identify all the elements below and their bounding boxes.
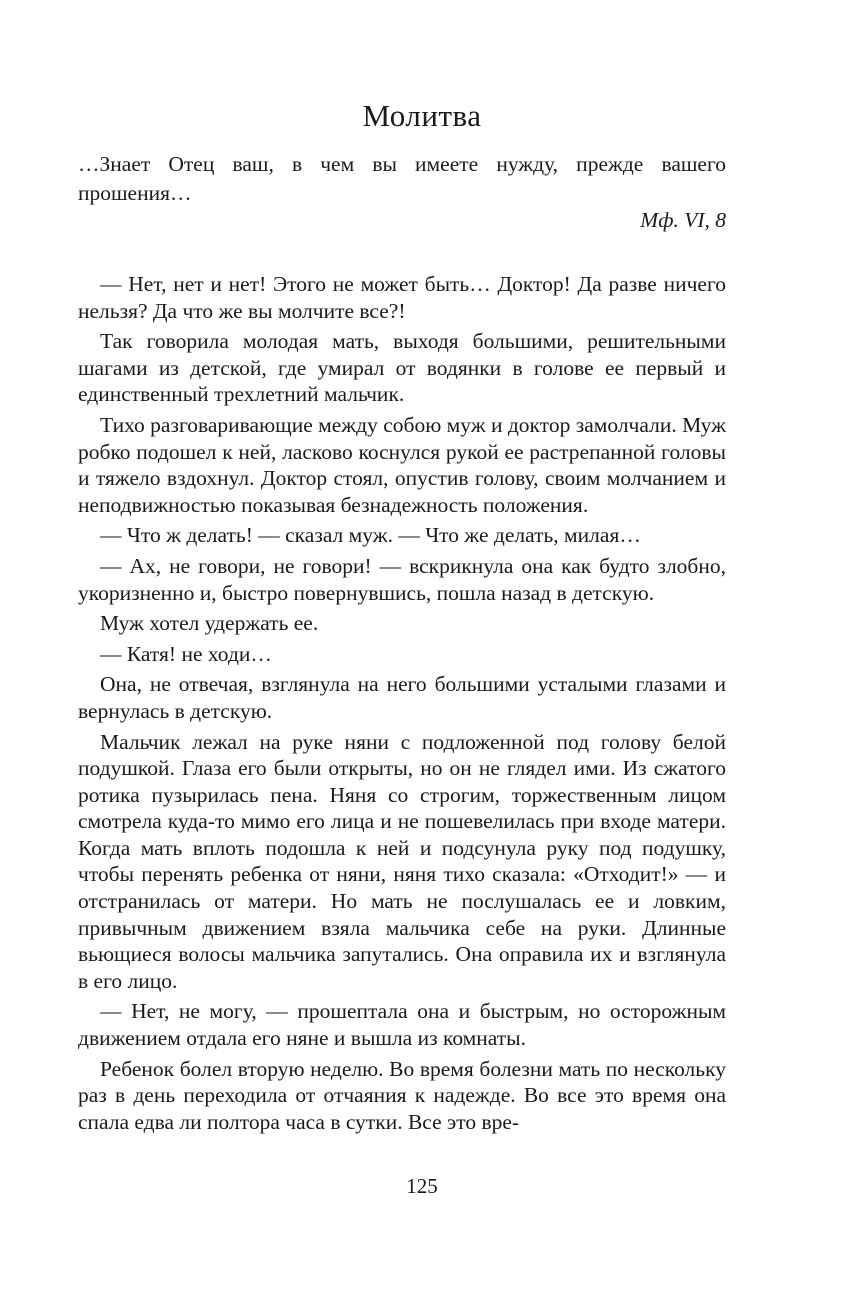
paragraph-3: Тихо разговаривающие между собою муж и доктор замолчали. Муж робко подошел к ней, ласково коснулся рукой ее растрепанной головы и тяжело вздохнул. Доктор стоял, опустив голову, своим молчанием и неподвижностью показывая безнадежность положения.	[78, 412, 726, 517]
paragraph-1: — Нет, нет и нет! Этого не может быть… Доктор! Да разве ничего нельзя? Да что же вы молчите все?!	[78, 272, 726, 323]
paragraph-7: — Катя! не ходи…	[100, 641, 272, 666]
paragraph-4: — Что ж делать! — сказал муж. — Что же делать, милая…	[100, 523, 641, 548]
paragraph-5: — Ах, не говори, не говори! — вскрикнула она как будто злобно, укоризненно и, быстро повернувшись, пошла назад в детскую.	[78, 553, 726, 605]
paragraph-8: Она, не отвечая, взглянула на него большими усталыми глазами и вернулась в детскую.	[78, 672, 726, 723]
paragraph-2: Так говорила молодая мать, выходя большими, решительными шагами из детской, где умирал от водянки в голове ее первый и единственный трехлетний мальчик.	[78, 329, 726, 407]
paragraph-10: — Нет, не могу, — прошептала она и быстрым, но осторожным движением отдала его няне и вышла из комнаты.	[78, 999, 726, 1051]
body-text	[78, 271, 726, 1135]
paragraph-6: Муж хотел удержать ее.	[100, 611, 319, 636]
chapter-title: Молитва	[362, 98, 482, 133]
epigraph-text: …Знает Отец ваш, в чем вы имеете нужду, прежде вашего прошения…	[78, 152, 726, 205]
paragraph-9: Мальчик лежал на руке няни с подложенной под голову белой подушкой. Глаза его были открыты, но он не глядел ими. Из сжатого ротика пузырилась пена. Няня со строгим, торжественным лицом смотрела куда-то мимо его лица и не пошевелилась при входе матери. Когда мать вплоть подошла к ней и подсунула руку под подушку, чтобы перенять ребенка от няни, няня тихо сказала: «Отходит!» — и отстранилась от матери. Но мать не послушалась ее и ловким, привычным движением взяла мальчика себе на руки. Длинные вьющиеся волосы мальчика запутались. Она оправила их и взглянула в его лицо.	[78, 729, 726, 993]
page-number: 125	[406, 1174, 438, 1198]
epigraph-source: Мф. VI, 8	[640, 208, 726, 232]
paragraph-11: Ребенок болел вторую неделю. Во время болезни мать по нескольку раз в день переходила от отчаяния к надежде. Во все это время она спала едва ли полтора часа в сутки. Все это вре-	[78, 1056, 726, 1134]
